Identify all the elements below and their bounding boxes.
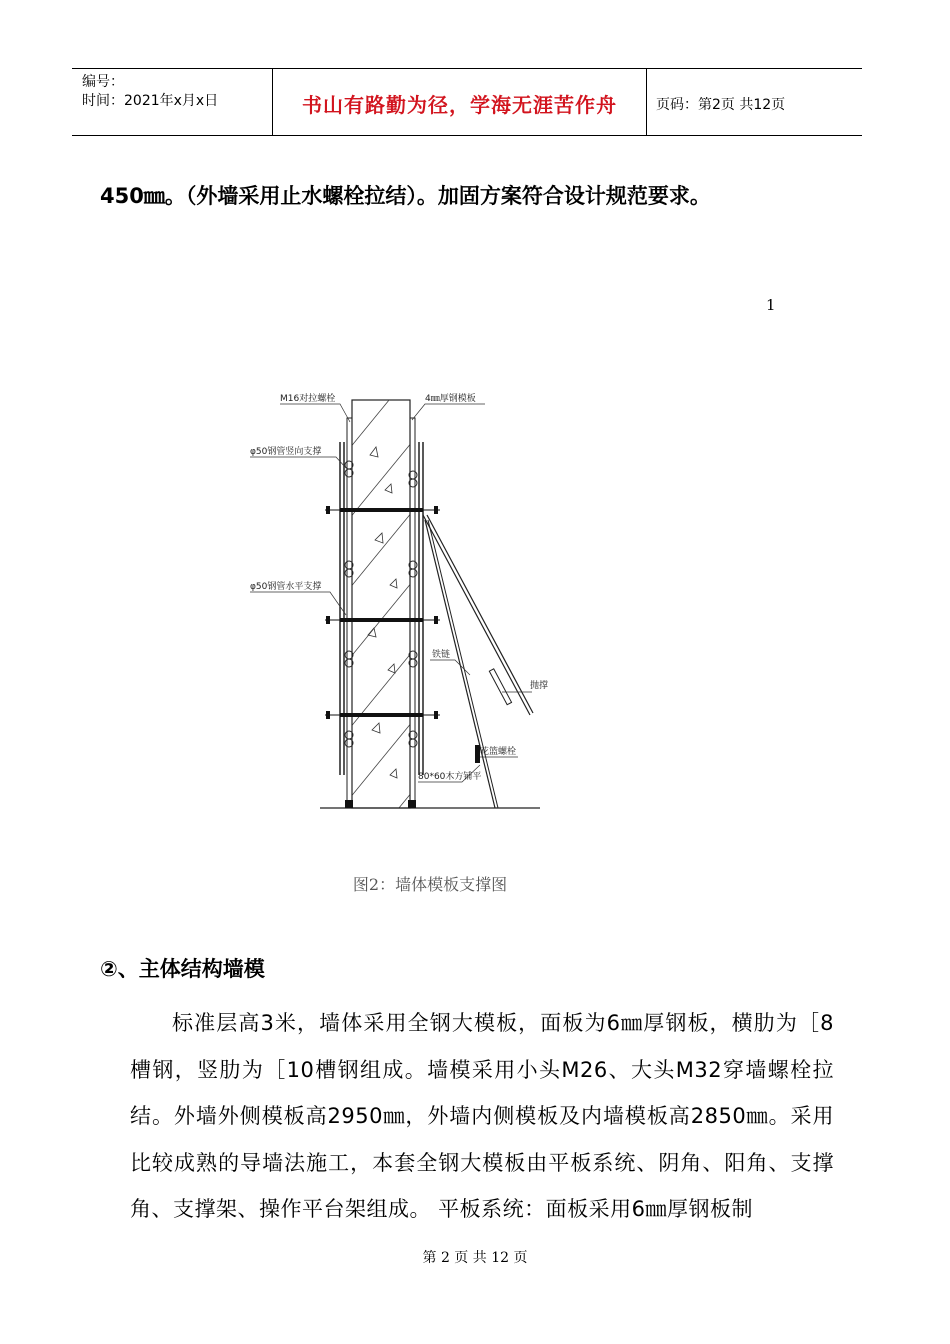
label-wire: 铁链 [432, 650, 451, 660]
header-meta [82, 73, 218, 111]
label-horizontal-pipe: φ50钢管水平支撑 [250, 582, 322, 592]
concrete-wall [352, 400, 410, 808]
label-tie-bolt: M16对拉螺栓 [280, 394, 336, 404]
section-title: ②、主体结构墙模 [100, 957, 265, 981]
label-timber: 80*60木方铺平 [418, 772, 482, 782]
serial-label: 编号： [82, 74, 124, 90]
figure-caption: 图2：墙体模板支撑图 [352, 875, 508, 894]
time-label: 时间：2021年x月x日 [82, 93, 219, 109]
header-page-info: 页码：第2页 共12页 [656, 97, 786, 113]
page-footer: 第 2 页 共 12 页 [422, 1250, 528, 1266]
right-steel-form [410, 418, 415, 803]
paragraph-top: 450㎜。（外墙采用止水螺栓拉结）。加固方案符合设计规范要求。 [100, 184, 711, 208]
formwork-diagram [240, 370, 560, 820]
section-body: 标准层高3米，墙体采用全钢大模板，面板为6㎜厚钢板，横肋为［8槽钢，竖肋为［10槽钢组成。墙模采用小头M26、大头M32穿墙螺栓拉结。外墙外侧模板高2950㎜，外墙内侧模板及内墙模板高2850㎜。采用比较成熟的导墙法施工，本套全钢大模板由平板系统、阴角、阳角、支撑角、支撑架、操作平台架组成。 平板系统：面板采用6㎜厚钢板制 [130, 1011, 834, 1222]
label-steel-form: 4㎜厚钢模板 [425, 394, 476, 404]
page-header [72, 68, 862, 136]
header-motto: 书山有路勤为径，学海无涯苦作舟 [302, 93, 617, 117]
page-marker: 1 [766, 296, 776, 314]
header-divider [646, 69, 647, 135]
label-turnbuckle: 花篮螺栓 [480, 747, 517, 757]
label-vertical-pipe: φ50钢管竖向支撑 [250, 447, 322, 457]
label-brace: 抛撑 [530, 681, 549, 691]
